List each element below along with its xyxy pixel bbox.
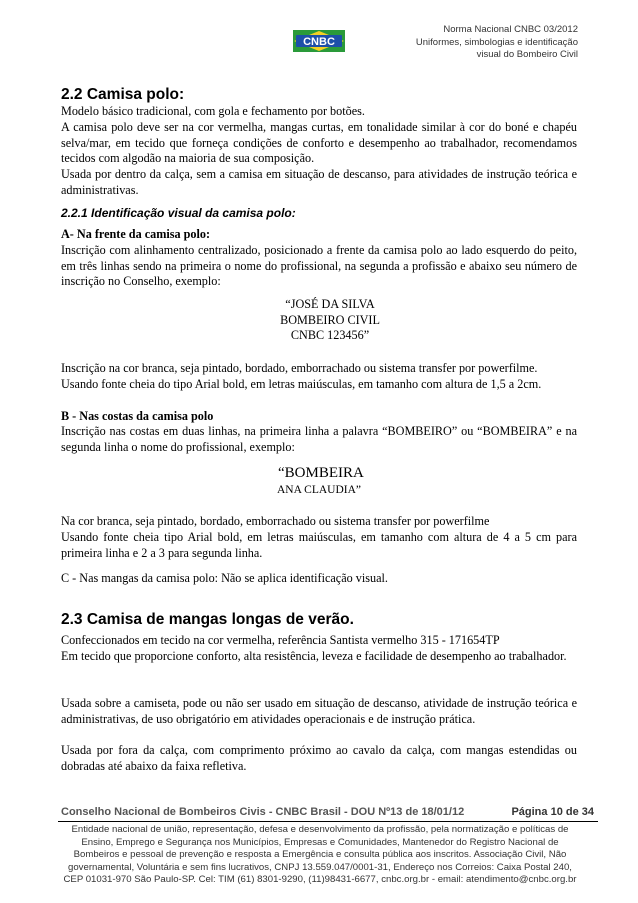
- paragraph: Em tecido que proporcione conforto, alta resistência, leveza e facilidade de desempenho ao trabalhador.: [61, 649, 567, 663]
- paragraph: Confeccionados em tecido na cor vermelha, referência Santista vermelho 315 - 171654TP: [61, 633, 500, 647]
- section-title-2-2: 2.2 Camisa polo:: [61, 86, 185, 103]
- paragraph: Usada por fora da calça, com comprimento próximo ao cavalo da calça, com mangas estendidas ou dobradas até abaixo da faixa refletiva.: [61, 743, 577, 773]
- example-front-line-3: CNBC 123456”: [290, 328, 370, 343]
- paragraph: Usando fonte cheia do tipo Arial bold, em letras maiúsculas, em tamanho com altura de 1,5 a 2cm.: [61, 377, 542, 391]
- footer-bar: [61, 806, 597, 820]
- footer-line-2: Ensino, Emprego e Segurança nos Municípios, Empresas e Comunidades, Mantenedor do Registro Nacional de: [81, 836, 559, 848]
- cnbc-logo: [293, 30, 345, 52]
- footer-org: Conselho Nacional de Bombeiros Civis - CNBC Brasil - DOU Nº13 de 18/01/12: [61, 806, 465, 818]
- example-front: [180, 297, 480, 344]
- item-b-title-text: B - Nas costas da camisa polo: [61, 409, 214, 423]
- header-line-1: Norma Nacional CNBC 03/2012: [443, 24, 578, 35]
- section-title-2-3: 2.3 Camisa de mangas longas de verão.: [61, 611, 354, 628]
- paragraph: Na cor branca, seja pintado, bordado, emborrachado ou sistema transfer por powerfilme: [61, 514, 490, 528]
- header-info: [416, 24, 578, 62]
- example-front-line-2: BOMBEIRO CIVIL: [280, 312, 380, 327]
- footer-divider: [58, 821, 598, 822]
- footer-line-5: CEP 01031-970 São Paulo-SP. Cel: TIM (61) 8301-9290, (11)98431-6677, cnbc.org.br - email: atendimento@cnbc.org.br: [63, 874, 577, 886]
- page-number: Página 10 de 34: [511, 806, 594, 818]
- example-back-line-1: “BOMBEIRA: [278, 465, 364, 481]
- paragraph: Inscrição com alinhamento centralizado, posicionado a frente da camisa polo ao lado esquerdo do peito, em três linhas sendo na primeira o nome do profissional, na segunda a profissão e abaixo seu número de inscrição no Conselho, exemplo:: [61, 243, 577, 289]
- footer-line-4: governamental, Voluntária e sem fins lucrativos, CNPJ 13.559.047/0001-31, Endereço nos Correios: Caixa Postal 240,: [68, 861, 572, 873]
- paragraph: Usada por dentro da calça, sem a camisa em situação de descanso, para atividades de instrução teórica e administrativas.: [61, 167, 577, 197]
- footer-line-3: Bombeiros e pessoal de prevenção e resposta a Emergência e consulta pública aos inscritos. Associação Civil, Não: [73, 849, 567, 861]
- item-a-title: [61, 227, 577, 243]
- paragraph: Inscrição na cor branca, seja pintado, bordado, emborrachado ou sistema transfer por powerfilme.: [61, 361, 538, 375]
- example-front-line-1: “JOSÉ DA SILVA: [285, 297, 375, 311]
- header-line-3: visual do Bombeiro Civil: [476, 49, 578, 60]
- paragraph: Usando fonte cheia tipo Arial bold, em letras maiúsculas, em tamanho com altura de 4 a 5 cm para primeira linha e 2 a 3 para segunda linha.: [61, 530, 577, 560]
- paragraph: Usada sobre a camiseta, pode ou não ser usado em situação de descanso, atividade de instrução teórica e administrativas, de uso obrigatório em atividades operacionais e de instrução prática.: [61, 696, 577, 726]
- subsection-title-2-2-1: 2.2.1 Identificação visual da camisa polo:: [61, 206, 296, 220]
- paragraph: A camisa polo deve ser na cor vermelha, mangas curtas, em tonalidade similar à cor do boné e chapéu selva/mar, em tecido que forneça condições de conforto e desempenho ao trabalhador, recomendamos tecidos com algodão na maioria de sua composição.: [61, 120, 577, 166]
- item-a-title-text: A- Na frente da camisa polo:: [61, 227, 211, 241]
- footer-line-1: Entidade nacional de união, representação, defesa e desenvolvimento da profissão, pela normatização e políticas de: [71, 824, 569, 835]
- paragraph: C - Nas mangas da camisa polo: Não se aplica identificação visual.: [61, 571, 388, 585]
- item-b-title: [61, 409, 577, 425]
- paragraph: Inscrição nas costas em duas linhas, na primeira linha a palavra “BOMBEIRO” ou “BOMBEIRA” e na segunda linha o nome do profissional, exemplo:: [61, 424, 577, 454]
- logo-text: CNBC: [303, 36, 335, 48]
- footer-text: [60, 824, 580, 887]
- example-back-line-2: ANA CLAUDIA”: [277, 484, 362, 496]
- paragraph: Modelo básico tradicional, com gola e fechamento por botões.: [61, 104, 365, 118]
- header-line-2: Uniformes, simbologias e identificação: [415, 36, 578, 48]
